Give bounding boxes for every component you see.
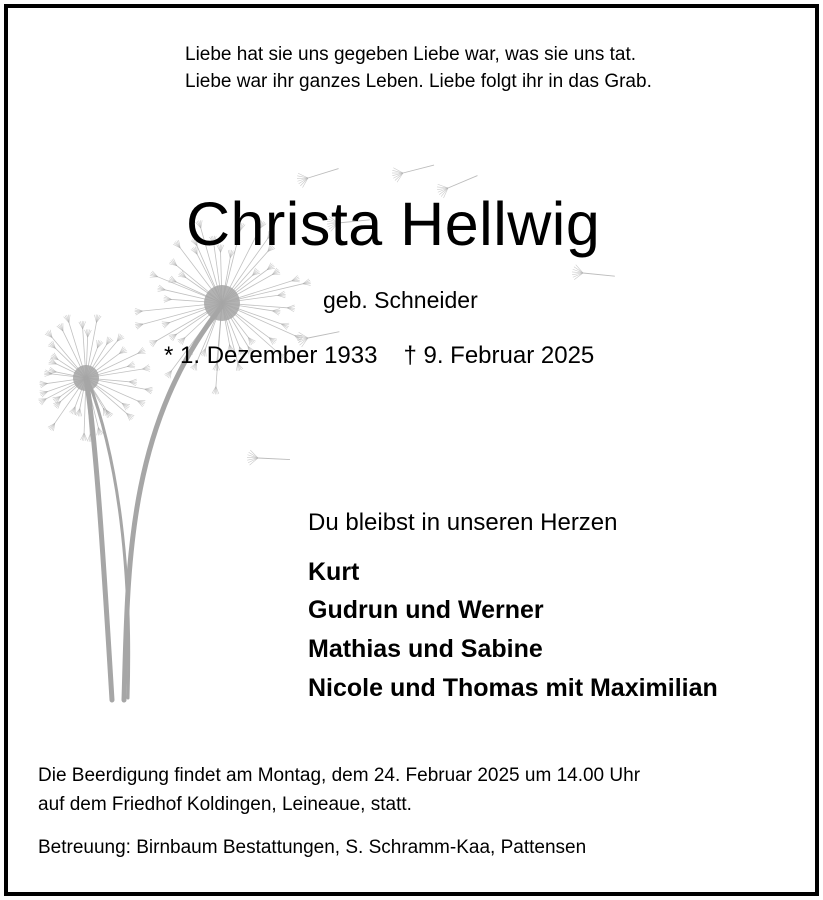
obituary-frame	[4, 4, 819, 896]
death-date: † 9. Februar 2025	[403, 342, 595, 369]
seed-tuft	[162, 322, 170, 323]
tagline: Du bleibst in unseren Herzen	[308, 509, 618, 536]
funeral-home-credit: Betreuung: Birnbaum Bestattungen, S. Schramm-Kaa, Pattensen	[38, 837, 587, 858]
life-dates	[164, 342, 594, 370]
mourner-name: Gudrun und Werner	[308, 596, 544, 624]
seed-tuft	[299, 332, 308, 338]
floating-seed	[583, 273, 615, 276]
motto-line-2: Liebe war ihr ganzes Leben. Liebe folgt ihr in das Grab.	[185, 71, 652, 92]
seed-tuft	[292, 281, 300, 282]
funeral-info-line-1: Die Beerdigung findet am Montag, dem 24. Februar 2025 um 14.00 Uhr	[38, 765, 641, 786]
seed-tuft	[97, 427, 99, 435]
maiden-name: geb. Schneider	[323, 287, 478, 313]
seed-ray	[222, 252, 268, 303]
seed-ray	[86, 341, 117, 378]
seed-tuft	[127, 367, 135, 368]
floating-seed	[308, 332, 339, 338]
motto-line-1: Liebe hat sie uns gegeben Liebe war, was sie uns tat.	[185, 44, 637, 65]
seed-tuft	[40, 391, 48, 392]
funeral-info-line-2: auf dem Friedhof Koldingen, Leineaue, statt.	[38, 794, 412, 815]
floating-seed	[448, 176, 477, 188]
floating-seed	[403, 165, 434, 173]
mourner-name: Mathias und Sabine	[308, 635, 543, 663]
mourner-name: Kurt	[308, 558, 360, 586]
floating-seed	[258, 458, 290, 460]
birth-date: * 1. Dezember 1933	[164, 342, 378, 369]
deceased-name: Christa Hellwig	[186, 190, 601, 258]
mourner-name: Nicole und Thomas mit Maximilian	[308, 674, 718, 702]
floating-seed	[308, 169, 339, 178]
seed-tuft	[69, 315, 70, 323]
seed-tuft	[392, 170, 403, 173]
seed-tuft	[393, 168, 403, 173]
seed-tuft	[135, 323, 143, 324]
